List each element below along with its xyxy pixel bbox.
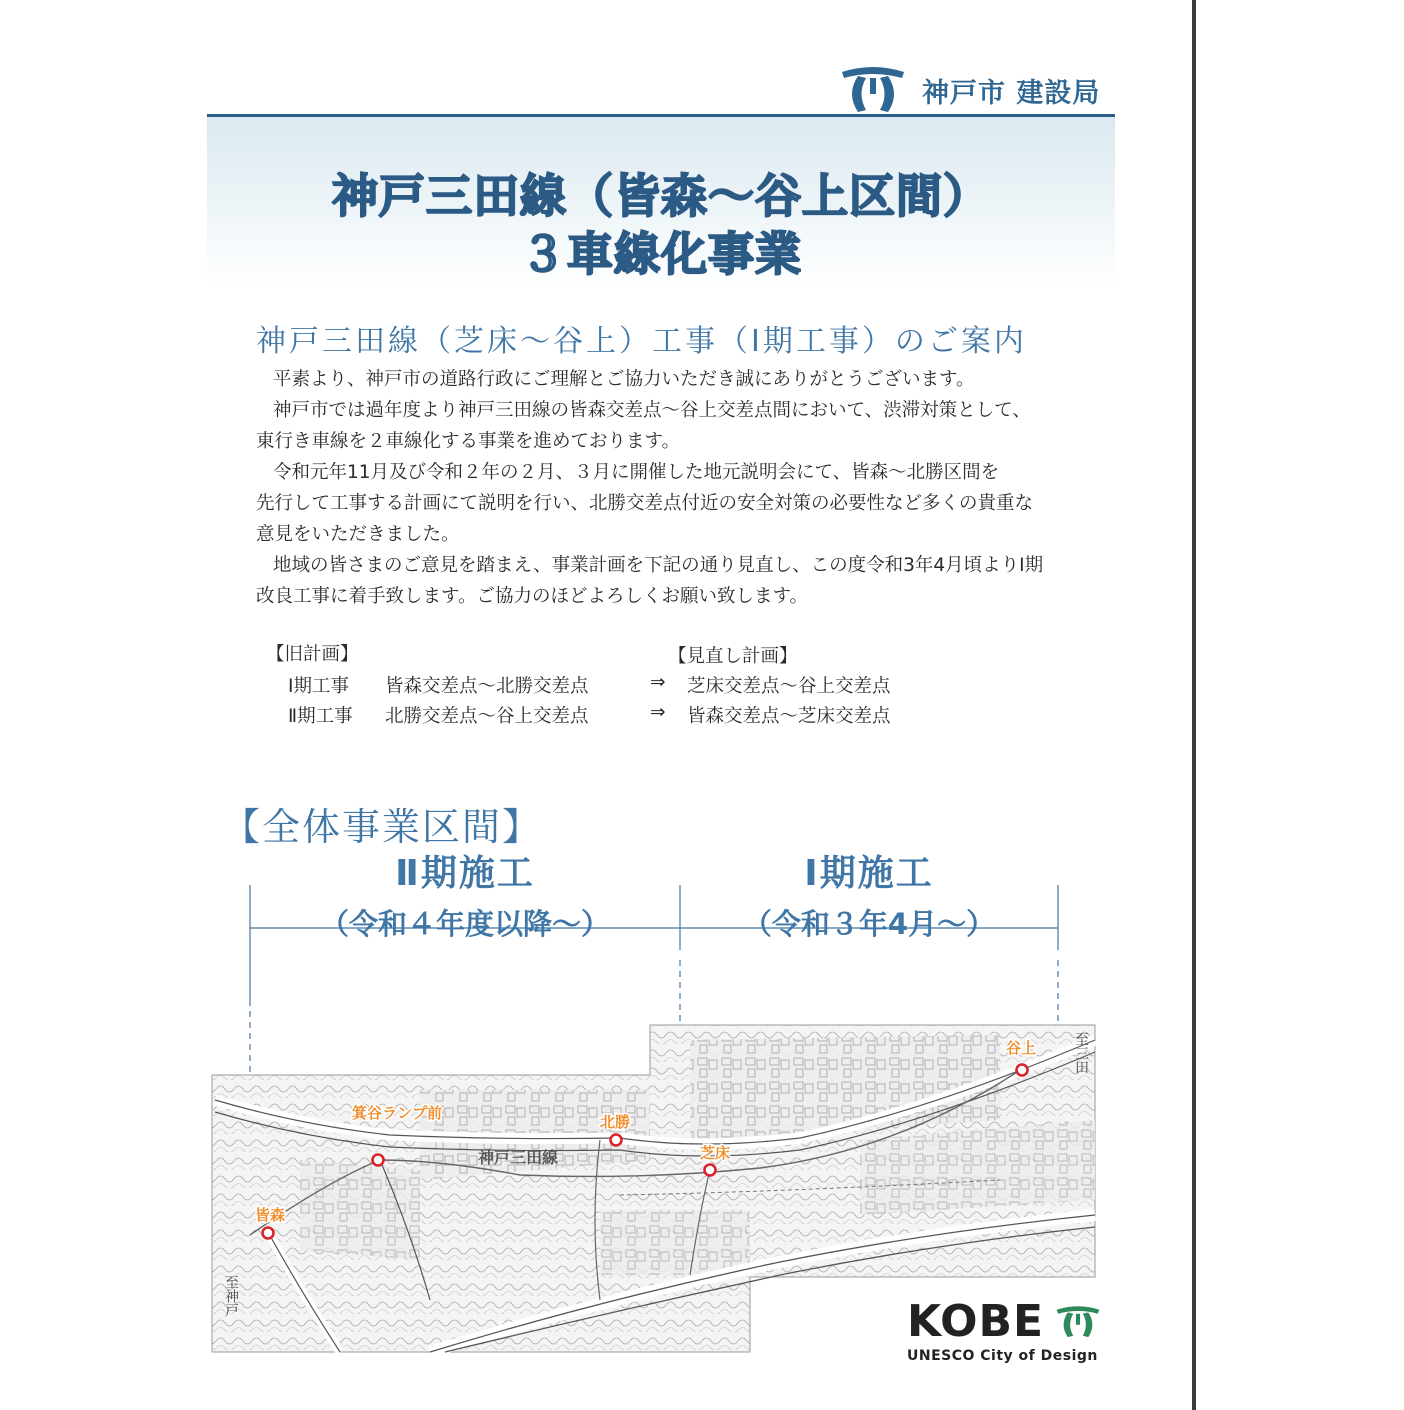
plan-row-phase: Ⅰ期工事 (288, 676, 349, 697)
marker-minodani (373, 1155, 384, 1166)
plan-arrow: ⇒ (650, 702, 666, 723)
notice-subtitle: 神戸三田線（芝床～谷上）工事（Ⅰ期工事）のご案内 (256, 324, 1027, 359)
plan-row-phase: Ⅱ期工事 (288, 706, 353, 727)
plan-row-old: 北勝交差点～谷上交差点 (385, 706, 589, 727)
body-line: 平素より、神戸市の道路行政にご理解とご協力いただき誠にありがとうございます。 (273, 369, 975, 390)
label-minodani-ramp: 箕谷ランプ前 (352, 1105, 443, 1122)
body-line: 東行き車線を２車線化する事業を進めております。 (256, 431, 681, 452)
organization-name: 神戸市 建設局 (922, 77, 1101, 109)
title-line-2: ３車線化事業 (520, 227, 802, 281)
kobe-tagline: UNESCO City of Design (907, 1348, 1098, 1364)
label-minamori: 皆森 (255, 1207, 286, 1224)
marker-shitoko (705, 1165, 716, 1176)
marker-hokushou (611, 1135, 622, 1146)
plan-row-old: 皆森交差点～北勝交差点 (385, 676, 589, 697)
label-to-sanda: 至三田 (1074, 1032, 1090, 1074)
new-plan-label: 【見直し計画】 (668, 646, 798, 667)
plan-row-new: 皆森交差点～芝床交差点 (687, 706, 891, 727)
kobe-logo (907, 1298, 1102, 1364)
plan-row-new: 芝床交差点～谷上交差点 (687, 676, 891, 697)
kobe-word: KOBE (907, 1296, 1045, 1347)
phase-date: （令和３年4月～） (742, 907, 996, 941)
body-line: 改良工事に着手致します。ご協力のほどよろしくお願い致します。 (256, 586, 809, 607)
marker-minamori (263, 1228, 274, 1239)
map-road-label: 神戸三田線 (478, 1150, 559, 1167)
title-line-1: 神戸三田線（皆森～谷上区間） (332, 169, 990, 223)
label-tanigami: 谷上 (1006, 1040, 1037, 1057)
label-hokushou: 北勝 (600, 1114, 631, 1131)
phase-date: （令和４年度以降～） (319, 907, 610, 941)
body-line: 地域の皆さまのご意見を踏まえ、事業計画を下記の通り見直し、この度令和3年4月頃よりⅠ期 (273, 555, 1044, 576)
kobe-wordmark (907, 1298, 1102, 1346)
plan-arrow: ⇒ (650, 672, 666, 693)
phase-name: Ⅱ期施工 (395, 853, 535, 894)
section-title: 【全体事業区間】 (222, 805, 543, 849)
kobe-emblem-icon (1054, 1302, 1102, 1342)
marker-tanigami (1017, 1065, 1028, 1076)
body-line: 先行して工事する計画にて説明を行い、北勝交差点付近の安全対策の必要性など多くの貴重な (256, 493, 1034, 514)
body-line: 令和元年11月及び令和２年の２月、３月に開催した地元説明会にて、皆森～北勝区間を (273, 462, 1000, 483)
label-shitoko: 芝床 (700, 1145, 731, 1162)
body-line: 意見をいただきました。 (256, 524, 460, 545)
body-line: 神戸市では過年度より神戸三田線の皆森交差点～谷上交差点間において、渋滞対策として、 (273, 400, 1031, 421)
phase-name: Ⅰ期施工 (804, 853, 934, 894)
label-to-kobe: 至神戸 (224, 1275, 240, 1317)
old-plan-label: 【旧計画】 (266, 644, 359, 665)
